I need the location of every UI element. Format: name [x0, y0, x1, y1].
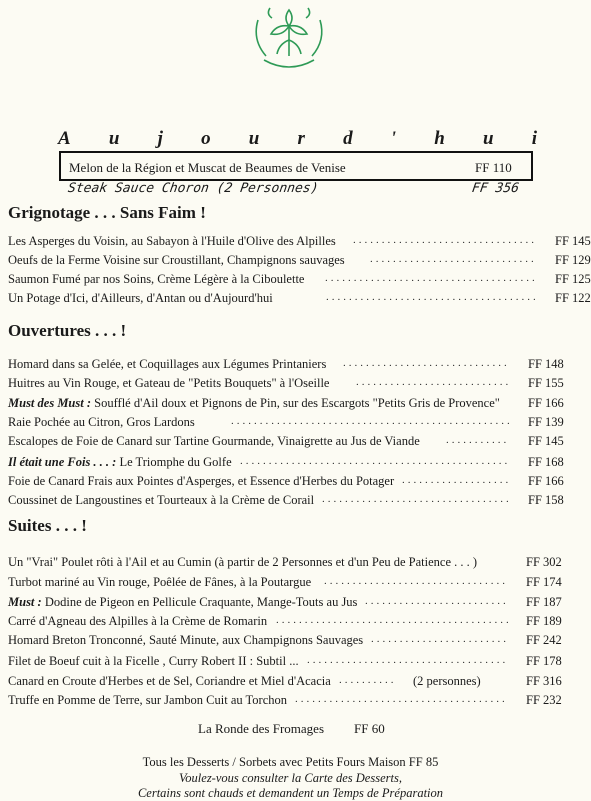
title-letter: o [201, 128, 212, 149]
menu-item-text [8, 474, 394, 489]
menu-item [8, 595, 573, 613]
menu-item [8, 633, 573, 651]
title-letter: ' [390, 128, 398, 149]
menu-item-price: FF 148 [528, 357, 564, 371]
title-letter: d [343, 128, 354, 149]
dot-leader: ..................................... [326, 291, 539, 303]
menu-item-text [8, 595, 357, 610]
menu-item-price: FF 174 [526, 575, 562, 589]
menu-item-price: FF 242 [526, 633, 562, 647]
fromages-line [198, 721, 385, 737]
menu-item-description: Filet de Boeuf cuit à la Ficelle , Curry Robert II : Subtil ... [8, 654, 299, 668]
dot-leader: ..................................... [325, 272, 538, 284]
dot-leader: ......................... [365, 595, 509, 607]
menu-item-description: Un Potage d'Ici, d'Ailleurs, d'Antan ou d'Aujourd'hui [8, 291, 273, 305]
menu-item [8, 455, 573, 473]
menu-item-text [8, 434, 420, 449]
menu-item-text [8, 396, 500, 411]
footer-preparation: Certains sont chauds et demandent un Temps de Préparation [137, 786, 444, 800]
menu-item [8, 654, 573, 672]
menu-item-description: Escalopes de Foie de Canard sur Tartine Gourmande, Vinaigrette au Jus de Viande [8, 434, 420, 448]
menu-item-text [8, 674, 331, 689]
menu-item-text [8, 291, 273, 306]
section-title-suites: Suites . . . ! [8, 516, 87, 535]
handwritten-price: FF 356 [470, 181, 521, 196]
menu-item [8, 376, 573, 394]
menu-item-price: FF 129 [555, 253, 591, 267]
menu-item-description: Saumon Fumé par nos Soins, Crème Légère à la Ciboulette [8, 272, 305, 286]
menu-item-price: FF 166 [528, 396, 564, 410]
menu-item-note: (2 personnes) [413, 674, 481, 688]
dot-leader: ........... [446, 434, 510, 446]
menu-item-description: Les Asperges du Voisin, au Sabayon à l'Huile d'Olive des Alpilles [8, 234, 336, 248]
menu-item-price: FF 187 [526, 595, 562, 609]
dot-leader: ............................................... [240, 455, 511, 467]
menu-item-description: Le Triomphe du Golfe [119, 455, 232, 469]
menu-item [8, 555, 573, 573]
menu-item-prefix: Must : [8, 595, 42, 609]
menu-item-description: Raie Pochée au Citron, Gros Lardons [8, 415, 195, 429]
page-title [58, 128, 538, 150]
menu-item [8, 272, 591, 290]
today-item: Melon de la Région et Muscat de Beaumes de Venise [69, 160, 346, 175]
dot-leader: ..................................... [295, 693, 508, 705]
menu-item [8, 614, 573, 632]
dot-leader: ........................... [356, 376, 512, 388]
menu-item-description: Un "Vrai" Poulet rôti à l'Ail et au Cumin (à partir de 2 Personnes et d'un Peu de Patience . . . ) [8, 555, 478, 569]
title-letter: j [157, 128, 164, 149]
menu-item [8, 474, 573, 492]
menu-item-price: FF 139 [528, 415, 564, 429]
section-title-grignotage: Grignotage . . . Sans Faim ! [8, 203, 206, 222]
title-letter: u [482, 128, 495, 149]
menu-item-text [8, 633, 363, 648]
menu-item-description: Truffe en Pomme de Terre, sur Jambon Cuit au Torchon [8, 693, 287, 707]
dot-leader: ............................. [370, 253, 537, 265]
menu-item-text [8, 493, 314, 508]
menu-item-text [8, 234, 336, 249]
menu-item-price: FF 125 [555, 272, 591, 286]
menu-item-text [8, 415, 195, 430]
menu-item-text [8, 693, 287, 708]
menu-item-description: Homard dans sa Gelée, et Coquillages aux Légumes Printaniers [8, 357, 327, 371]
menu-item-description: Huitres au Vin Rouge, et Gateau de "Petits Bouquets" à l'Oseille [8, 376, 330, 390]
menu-item-description: Dodine de Pigeon en Pellicule Craquante, Mange-Touts au Jus [44, 595, 358, 609]
dot-leader: ................................ [324, 575, 508, 587]
menu-item-price: FF 302 [526, 555, 562, 569]
title-letter: u [108, 128, 121, 149]
menu-item-description: Coussinet de Langoustines et Tourteaux à la Crème de Corail [8, 493, 315, 507]
menu-item-text [8, 455, 232, 470]
menu-item-description: Homard Breton Tronconné, Sauté Minute, aux Champignons Sauvages [8, 633, 364, 647]
menu-item-description: Oeufs de la Ferme Voisine sur Croustillant, Champignons sauvages [8, 253, 345, 267]
menu-item-price: FF 168 [528, 455, 564, 469]
menu-item-text [8, 614, 267, 629]
menu-item [8, 396, 573, 414]
footer-desserts: Tous les Desserts / Sorbets avec Petits Fours Maison FF 85 [142, 755, 439, 769]
title-letter: h [434, 128, 446, 149]
section-title-ouvertures: Ouvertures . . . ! [8, 321, 127, 340]
today-special-box [59, 151, 533, 181]
menu-item-text [8, 376, 329, 391]
fromages-label: La Ronde des Fromages [198, 721, 325, 736]
menu-item-description: Foie de Canard Frais aux Pointes d'Asperges, et Essence d'Herbes du Potager [8, 474, 395, 488]
menu-item [8, 493, 573, 511]
menu-item-price: FF 232 [526, 693, 562, 707]
title-letter: u [248, 128, 261, 149]
menu-item [8, 674, 573, 692]
menu-item-description: Turbot mariné au Vin rouge, Poêlée de Fânes, à la Poutargue [8, 575, 312, 589]
menu-item-text [8, 575, 311, 590]
restaurant-logo-icon [244, 0, 334, 72]
menu-item [8, 253, 591, 271]
menu-item-price: FF 178 [526, 654, 562, 668]
menu-item-prefix: Must des Must : [8, 396, 92, 410]
menu-item-price: FF 155 [528, 376, 564, 390]
menu-item-text [8, 253, 345, 268]
title-letter: i [531, 128, 538, 149]
menu-item-price: FF 145 [555, 234, 591, 248]
menu-item [8, 693, 573, 711]
today-price: FF 110 [475, 160, 512, 175]
title-letter: A [58, 128, 72, 149]
menu-item-price: FF 189 [526, 614, 562, 628]
menu-item-text [8, 555, 477, 570]
menu-item-text [8, 654, 299, 669]
dot-leader: ......................................... [276, 614, 512, 626]
menu-item [8, 575, 573, 593]
menu-item-price: FF 166 [528, 474, 564, 488]
menu-item-description: Canard en Croute d'Herbes et de Sel, Coriandre et Miel d'Acacia [8, 674, 331, 688]
menu-item-text [8, 357, 326, 372]
fromages-price: FF 60 [354, 721, 385, 736]
dot-leader: ................................. [322, 493, 512, 505]
menu-item-price: FF 122 [555, 291, 591, 305]
menu-item-price: FF 316 [526, 674, 562, 688]
menu-item-text [8, 272, 304, 287]
dot-leader: .......... [339, 674, 397, 686]
title-letter: r [297, 128, 306, 149]
menu-item-prefix: Il était une Fois . . . : [8, 455, 117, 469]
menu-item [8, 291, 591, 309]
menu-item-price: FF 158 [528, 493, 564, 507]
menu-item-description: Carré d'Agneau des Alpilles à la Crème de Romarin [8, 614, 268, 628]
menu-item [8, 234, 591, 252]
menu-item-description: Soufflé d'Ail doux et Pignons de Pin, sur des Escargots "Petits Gris de Provence" [94, 396, 500, 410]
footer-consult: Voulez-vous consulter la Carte des Desserts, [179, 771, 402, 785]
dot-leader: ................................ [353, 234, 537, 246]
menu-item [8, 357, 573, 375]
menu-item-price: FF 145 [528, 434, 564, 448]
dot-leader: ................................................. [231, 415, 513, 427]
menu-item [8, 415, 573, 433]
handwritten-item: Steak Sauce Choron (2 Personnes) [66, 181, 320, 196]
menu-item [8, 434, 573, 452]
dot-leader: ................................... [307, 654, 509, 666]
dot-leader: ............................. [343, 357, 510, 369]
dot-leader: ................... [402, 474, 512, 486]
dot-leader: ........................ [371, 633, 509, 645]
